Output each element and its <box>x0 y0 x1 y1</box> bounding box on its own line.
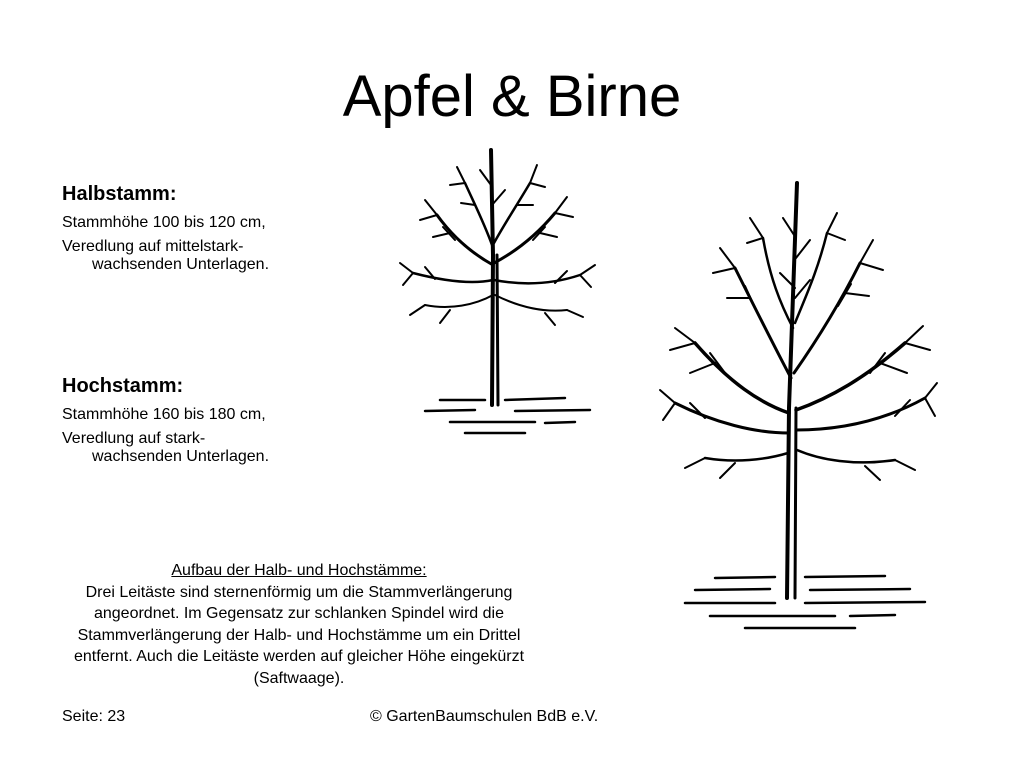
hochstamm-rootstock-cont: wachsenden Unterlagen. <box>92 448 270 465</box>
halbstamm-rootstock: Veredlung auf mittelstark- <box>62 238 244 255</box>
caption-line: Drei Leitäste sind sternenförmig um die Stammverlängerung <box>85 583 513 601</box>
hochstamm-tree-illustration <box>655 178 940 648</box>
halbstamm-heading: Halbstamm: <box>62 183 177 205</box>
caption-line: (Saftwaage). <box>253 669 345 687</box>
hochstamm-heading: Hochstamm: <box>62 375 184 397</box>
halbstamm-stem-height: Stammhöhe 100 bis 120 cm, <box>62 214 266 231</box>
hochstamm-section <box>62 374 402 466</box>
halbstamm-rootstock-cont: wachsenden Unterlagen. <box>92 256 270 273</box>
caption-heading: Aufbau der Halb- und Hochstämme: <box>171 562 427 579</box>
caption-line: entfernt. Auch die Leitäste werden auf gleicher Höhe eingekürzt <box>73 648 525 665</box>
caption-line: Stammverlängerung der Halb- und Hochstämme um ein Drittel <box>77 626 521 644</box>
hochstamm-stem-height: Stammhöhe 160 bis 180 cm, <box>62 406 266 423</box>
caption-line: angeordnet. Im Gegensatz zur schlanken Spindel wird die <box>93 605 504 622</box>
page-number: Seite: 23 <box>62 708 126 725</box>
hochstamm-rootstock: Veredlung auf stark- <box>62 430 206 447</box>
slide-title: Apfel & Birne <box>342 64 682 129</box>
copyright-notice: © GartenBaumschulen BdB e.V. <box>370 708 599 725</box>
halbstamm-section <box>62 182 402 274</box>
structure-caption <box>14 560 584 689</box>
halbstamm-tree-illustration <box>395 145 605 445</box>
